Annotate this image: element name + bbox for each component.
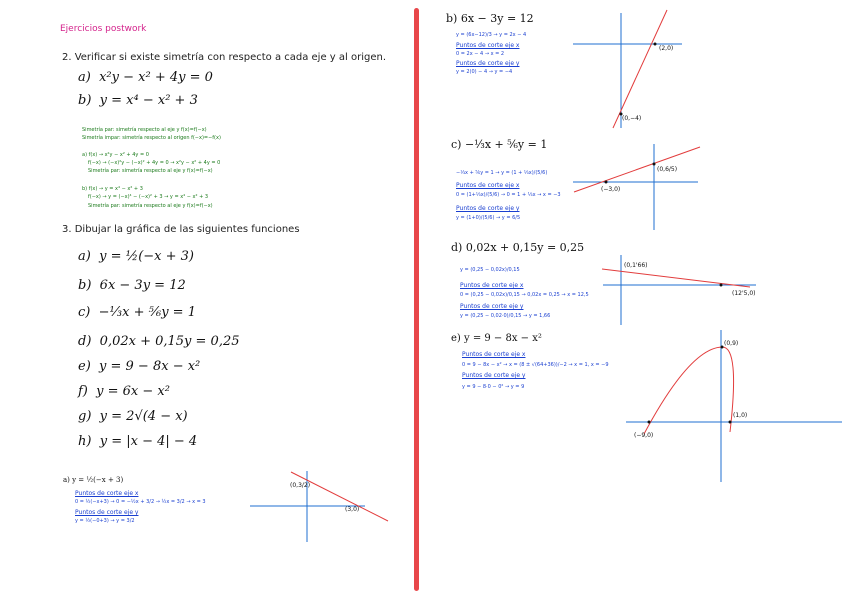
note-line: Simetría impar: simetría respecto al origen f(−x)=−f(x) <box>82 135 221 141</box>
solution-b-cut-y: Puntos de corte eje y <box>456 60 520 67</box>
note-line: a) f(x) → x²y − x² + 4y = 0 <box>82 152 149 158</box>
note-line: f(−x) → y = (−x)⁴ − (−x)² + 3 → y = x⁴ − x² + 3 <box>88 194 209 200</box>
solution-d-cut-y-work: y = (0,25 − 0,02·0)/0,15 → y = 1,66 <box>460 313 551 319</box>
solution-e-cut-x: Puntos de corte eje x <box>462 351 526 358</box>
solution-d-header: d) 0,02x + 0,15y = 0,25 <box>451 241 585 254</box>
point-label: (−9,0) <box>634 432 654 439</box>
section-3-item: d) 0,02x + 0,15y = 0,25 <box>78 334 240 349</box>
solution-e-cut-x-work: 0 = 9 − 8x − x² → x = (8 ± √(64+36))/−2 → x = 1, x = −9 <box>462 362 609 368</box>
section-3-item: b) 6x − 3y = 12 <box>78 278 186 293</box>
solution-d-work: y = (0,25 − 0,02x)/0,15 <box>460 267 520 273</box>
note-line: b) f(x) → y = x⁴ − x² + 3 <box>82 186 143 192</box>
solution-b-cut-x: Puntos de corte eje x <box>456 42 520 49</box>
solution-c-cut-x-work: 0 = (1+⅓x)/(5/6) → 0 = 1 + ⅓x → x = −3 <box>456 192 561 198</box>
section-3-item: e) y = 9 − 8x − x² <box>78 359 201 374</box>
solution-c-header: c) −⅓x + ⅚y = 1 <box>451 138 548 151</box>
section-3-item: f) y = 6x − x² <box>78 384 170 399</box>
solution-a-cut-y: Puntos de corte eje y <box>75 509 139 516</box>
solution-b-cut-x-work: 0 = 2x − 4 → x = 2 <box>456 51 505 57</box>
point-label: (0,9) <box>724 340 739 347</box>
section-3-item: a) y = ½(−x + 3) <box>78 249 194 264</box>
solution-e-cut-y: Puntos de corte eje y <box>462 372 526 379</box>
solution-e-cut-y-work: y = 9 − 8·0 − 0² → y = 9 <box>462 384 525 390</box>
graph-c <box>570 140 705 232</box>
point-marker <box>653 163 656 166</box>
solution-d-cut-x: Puntos de corte eje x <box>460 282 524 289</box>
solution-b-header: b) 6x − 3y = 12 <box>446 12 534 25</box>
point-label: (1,0) <box>733 412 748 419</box>
solution-a-cut-x-work: 0 = ½(−x+3) → 0 = −½x + 3/2 → ½x = 3/2 → x = 3 <box>75 499 206 505</box>
solution-b-cut-y-work: y = 2(0) − 4 → y = −4 <box>456 69 513 75</box>
graph-a <box>245 466 405 546</box>
solution-a-cut-x: Puntos de corte eje x <box>75 490 139 497</box>
point-label: (0,−4) <box>622 115 642 122</box>
point-label: (0,6/5) <box>657 166 678 173</box>
note-line: f(−x) → (−x)²y − (−x)² + 4y = 0 → x²y − x² + 4y = 0 <box>88 160 221 166</box>
note-line: Simetría par: simetría respecto al eje y f(x)=f(−x) <box>88 168 213 174</box>
solution-c-cut-x: Puntos de corte eje x <box>456 182 520 189</box>
function-line <box>602 269 750 287</box>
solution-c-cut-y: Puntos de corte eje y <box>456 205 520 212</box>
point-label: (−3,0) <box>601 186 621 193</box>
point-label: (12'5,0) <box>732 290 756 297</box>
solution-c-work: −⅓x + ⅚y = 1 → y = (1 + ⅓x)/(5/6) <box>456 170 548 176</box>
solution-a-header: a) y = ½(−x + 3) <box>63 476 124 484</box>
function-curve <box>644 347 734 434</box>
function-line <box>574 147 700 192</box>
section-2-item-b: b) y = x⁴ − x² + 3 <box>78 93 198 108</box>
section-2-heading: 2. Verificar si existe simetría con respecto a cada eje y al origen. <box>62 52 386 63</box>
section-3-heading: 3. Dibujar la gráfica de las siguientes funciones <box>62 224 300 235</box>
point-marker <box>729 421 732 424</box>
section-2-item-a: a) x²y − x² + 4y = 0 <box>78 70 213 85</box>
point-label: (2,0) <box>659 45 674 52</box>
graph-e <box>620 328 845 484</box>
column-divider <box>414 8 419 591</box>
function-line <box>291 472 388 521</box>
point-marker <box>648 421 651 424</box>
solution-a-cut-y-work: y = ½(−0+3) → y = 3/2 <box>75 518 135 524</box>
solution-e-header: e) y = 9 − 8x − x² <box>451 333 542 344</box>
section-3-item: c) −⅓x + ⅚y = 1 <box>78 305 196 320</box>
note-line: Simetría par: simetría respecto al eje y f(x)=f(−x) <box>88 203 213 209</box>
solution-b-work: y = (6x−12)/3 → y = 2x − 4 <box>456 32 527 38</box>
section-3-item: h) y = |x − 4| − 4 <box>78 434 198 449</box>
point-label: (0,1'66) <box>624 262 648 269</box>
solution-d-cut-y: Puntos de corte eje y <box>460 303 524 310</box>
point-marker <box>720 284 723 287</box>
section-3-item: g) y = 2√(4 − x) <box>78 409 188 424</box>
page-title: Ejercicios postwork <box>60 24 147 34</box>
note-line: Simetría par: simetría respecto al eje y f(x)=f(−x) <box>82 127 207 133</box>
solution-d-cut-x-work: 0 = (0,25 − 0,02x)/0,15 → 0,02x = 0,25 → x = 12,5 <box>460 292 589 298</box>
point-marker <box>654 43 657 46</box>
solution-c-cut-y-work: y = (1+0)/(5/6) → y = 6/5 <box>456 215 521 221</box>
point-marker <box>605 181 608 184</box>
point-label: (3,0) <box>345 506 360 513</box>
point-label: (0,3/2) <box>290 482 311 489</box>
